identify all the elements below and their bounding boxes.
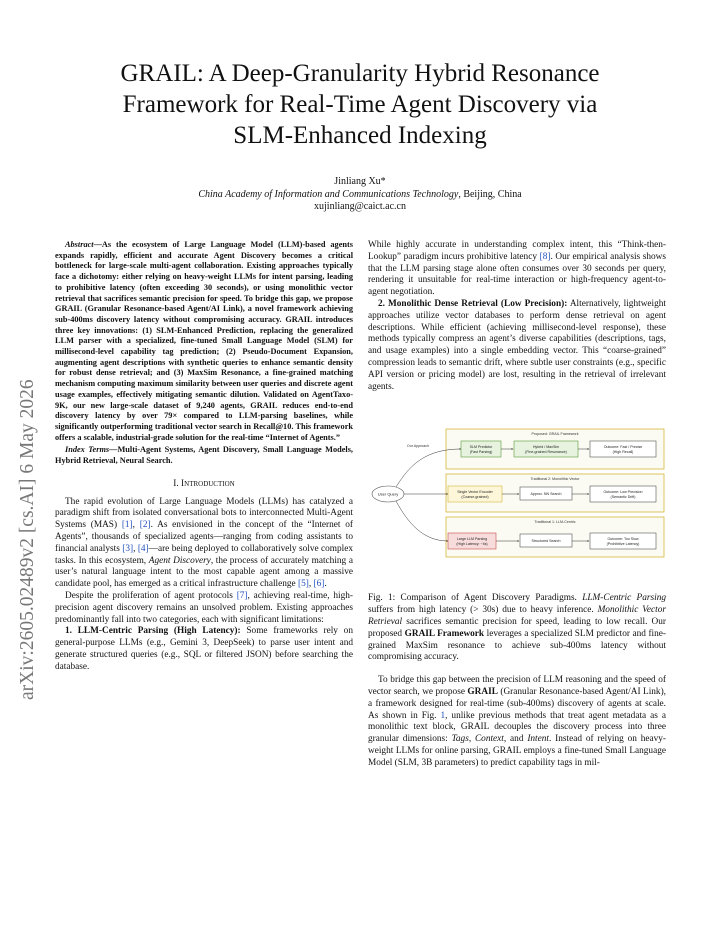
arrow-to-llm	[396, 501, 448, 541]
slm-predictor-sub: (Fast Parsing)	[469, 450, 493, 454]
title-line-1: GRAIL: A Deep-Granularity Hybrid Resonance	[120, 60, 600, 87]
lane-llm-title: Traditional 1: LLM-Centric	[534, 520, 576, 524]
outcome-low-precision-box	[590, 486, 656, 502]
abstract-label: Abstract	[65, 240, 94, 249]
llm-parsing-box	[448, 533, 496, 549]
title-line-3: SLM-Enhanced Indexing	[233, 122, 487, 149]
figure-caption: Fig. 1: Comparison of Agent Discovery Paradigms. LLM-Centric Parsing suffers from high latency (> 30s) due to heavy inference. Monolithic Vector Retrieval sacrifices semantic precision for speed, leading to low recall. Our proposed GRAIL Framework leverages a specialized SLM predictor and fine-grained MaxSim resonance to achieve sub-400ms latency without compromising accuracy.	[368, 593, 666, 663]
figure-reference[interactable]: 1	[440, 710, 446, 721]
citation-4[interactable]: [4]	[137, 543, 149, 554]
index-terms-label: Index Terms	[65, 445, 110, 455]
right-paragraph-2: 2. Monolithic Dense Retrieval (Low Precision): Alternatively, lightweight approaches utilize vector databases to perform dense retrieval on agent descriptions. While efficient (achieving millisecond-level response), these methods typically compress an agent’s diverse capabilities (descriptions, tags, and usage examples) into a single embedding vector. This “coarse-grained” compression leads to semantic drift, where subtle user constraints (e.g., specific API version or pricing model) are lost, resulting in the retrieval of irrelevant agents.	[368, 298, 666, 392]
slm-predictor-label: SLM Predictor	[469, 445, 493, 449]
right-paragraph-1: While highly accurate in understanding complex intent, this “Think-then-Lookup” paradigm incurs prohibitive latency [8]. Our empirical analysis shows that the LLM parsing stage alone often consumes over 30 seconds per query, rendering it unsuitable for real-time interaction or high-frequency agent-to-agent negotiation.	[368, 240, 667, 298]
outcome-fast-label: Outcome: Fast / Precise	[603, 445, 643, 449]
llm-parsing-label: Large LLM Parsing	[456, 537, 488, 541]
arxiv-id-text: arXiv:2605.02489v2 [cs.AI] 6 May 2026	[17, 379, 38, 700]
author-affiliation	[60, 189, 660, 202]
index-terms-text: —Multi-Agent Systems, Agent Discovery, Small Language Models, Hybrid Retrieval, Neural Search.	[55, 445, 354, 466]
affiliation-name: China Academy of Information and Communications Technology	[198, 188, 459, 200]
user-query-label: User Query	[377, 491, 399, 497]
outcome-low-precision-sub: (Semantic Drift)	[610, 495, 636, 499]
citation-1[interactable]: [1]	[121, 520, 133, 531]
paper-title	[60, 58, 660, 151]
hybrid-maxsim-label: Hybrid / MaxSim	[532, 445, 560, 449]
single-vector-label: Single Vector Encoder	[457, 490, 493, 494]
right-paragraph-3: To bridge this gap between the precision of LLM reasoning and the speed of vector search, we propose GRAIL (Granular Resonance-based Agent/AI Link), a framework designed for real-time (sub-400ms) discovery of agents at scale. As shown in Fig. 1, unlike previous methods that treat agent metadata as a monolithic text block, GRAIL decouples the discovery process into three granular dimensions: Tags, Context, and Intent. Instead of relying on heavy-weight LLMs for online parsing, GRAIL employs a fine-tuned Small Language Model (SLM, 3B parameters) to predict capability tags in mil-	[368, 675, 666, 768]
intro-paragraph-3: 1. LLM-Centric Parsing (High Latency): Some frameworks rely on general-purpose LLMs (e.g., Gemini 3, DeepSeek) to parse user intent and generate structured queries (e.g., SQL or filtered JSON) before searching the database.	[55, 626, 353, 672]
citation-2[interactable]: [2]	[139, 520, 151, 531]
outcome-low-precision-label: Outcome: Low Precision	[603, 490, 643, 494]
author-name: Jinliang Xu*	[334, 176, 386, 187]
citation-7[interactable]: [7]	[236, 590, 248, 601]
outcome-too-slow-label: Outcome: Too Slow	[607, 537, 639, 541]
single-vector-box	[448, 486, 502, 502]
slm-predictor-box	[461, 441, 501, 457]
figure-1-diagram	[368, 428, 666, 560]
structured-search-label: Structured Search	[531, 539, 561, 543]
lane-monolithic-title: Traditional 2: Monolithic Vector	[530, 477, 580, 481]
citation-6[interactable]: [6]	[313, 579, 325, 590]
left-column	[55, 240, 353, 674]
intro-paragraph-2: Despite the proliferation of agent protocols [7], achieving real-time, high-precision agent discovery remains an unsolved problem. Existing approaches predominantly fall into two categories, each with significant limitations:	[55, 590, 353, 625]
citation-8[interactable]: [8]	[539, 251, 551, 262]
author-block	[60, 176, 660, 214]
abstract-text: —As the ecosystem of Large Language Model (LLM)-based agents expands rapidly, efficient and accurate Agent Discovery becomes a critical bottleneck for large-scale multi-agent collaboration. Existing approaches typically face a dichotomy: either relying on heavy-weight LLMs for intent parsing, leading to prohibitive latency (often exceeding 30 seconds), or using monolithic vector retrieval that sacrifices semantic precision for speed. To bridge this gap, we propose GRAIL (Granular Resonance-based Agent/AI Link), a novel framework achieving sub-400ms discovery latency without compromising accuracy. GRAIL introduces three key innovations: (1) SLM-Enhanced Prediction, replacing the generalized LLM parser with a specialized, fine-tuned Small Language Model (SLM) for millisecond-level capability tag prediction; (2) Pseudo-Document Expansion, augmenting agent descriptions with synthetic queries to enhance semantic density for robust dense retrieval; and (3) MaxSim Resonance, a fine-grained matching mechanism computing maximum similarity between user queries and discrete agent usage examples, effectively mitigating semantic dilution. Validated on AgentTaxo-9K, our new large-scale dataset of 9,240 agents, GRAIL reduces end-to-end discovery latency by over 79× compared to LLM-parsing baselines, while significantly outperforming traditional vector search in Recall@10. This framework offers a scalable, industrial-grade solution for the real-time “Internet of Agents.”	[55, 240, 353, 442]
single-vector-sub: (Coarse-grained)	[461, 495, 489, 499]
title-line-2: Framework for Real-Time Agent Discovery via	[122, 91, 598, 118]
outcome-fast-box	[590, 441, 656, 457]
outcome-too-slow-sub: (Prohibitive Latency)	[606, 542, 640, 546]
section-heading-introduction: I. Introduction	[173, 478, 235, 489]
affiliation-location: , Beijing, China	[458, 188, 522, 200]
citation-5[interactable]: [5]	[298, 579, 309, 590]
lane-grail-title: Proposed: GRAIL Framework	[531, 432, 579, 436]
abstract	[55, 240, 353, 443]
hybrid-maxsim-box	[514, 441, 578, 457]
outcome-too-slow-box	[590, 533, 656, 549]
arxiv-identifier	[4, 242, 44, 702]
citation-3[interactable]: [3]	[122, 543, 134, 554]
our-approach-label: Our Approach	[406, 444, 430, 448]
llm-parsing-sub: (High Latency: ~4s)	[456, 542, 488, 546]
outcome-fast-sub: (High Recall)	[612, 450, 634, 454]
author-email: xujinliang@caict.ac.cn	[314, 201, 406, 212]
index-terms	[55, 445, 353, 466]
ann-search-label: Approx. NN Search	[530, 492, 562, 496]
hybrid-maxsim-sub: (Fine-grained Resonance)	[525, 450, 567, 454]
intro-paragraph-1: The rapid evolution of Large Language Models (LLMs) has catalyzed a paradigm shift from isolated conversational bots to interconnected Multi-Agent Systems (MAS) [1], [2]. As envisioned in the concept of the “Internet of Agents”, thousands of specialized agents—ranging from coding assistants to financial analysts [3], [4]—are being deployed to collaboratively solve complex tasks. In this ecosystem, Agent Discovery, the process of accurately matching a user’s natural language intent to the most capable agent among a massive candidate pool, has emerged as a critical infrastructure challenge [5], [6].	[55, 496, 353, 590]
